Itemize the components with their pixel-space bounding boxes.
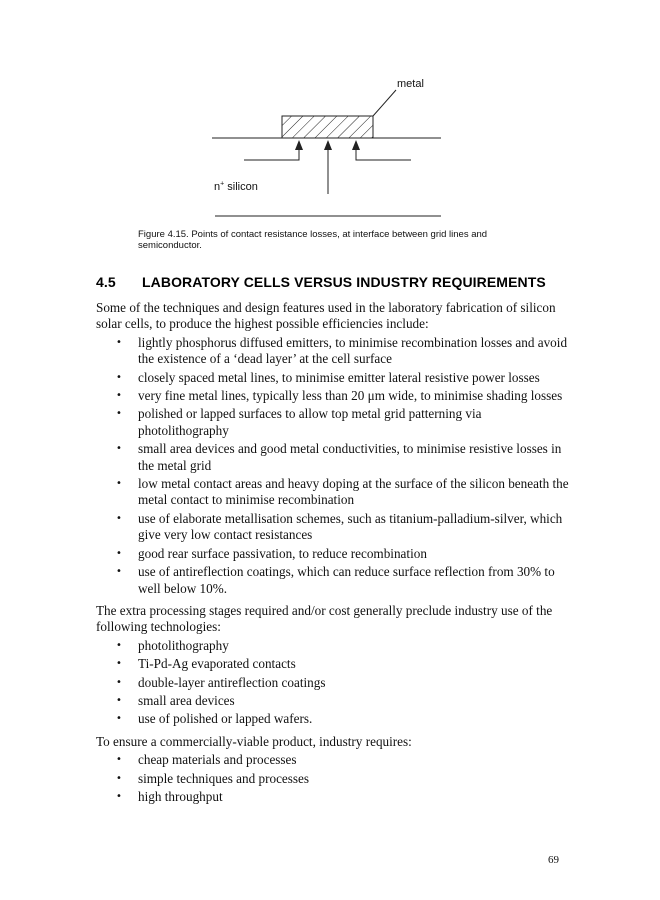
bullet-list-precluded-technologies	[96, 638, 574, 728]
list-item: • use of polished or lapped wafers.	[116, 711, 313, 727]
paragraph: The extra processing stages required and/or cost generally preclude industry use of the following technologies:	[96, 602, 553, 635]
paragraph: Some of the techniques and design features used in the laboratory fabrication of silicon solar cells, to produce the highest possible efficiencies include:	[96, 300, 556, 332]
silicon-label: n+ silicon	[214, 180, 258, 193]
section-heading	[96, 274, 546, 290]
list-item: • cheap materials and processes	[116, 752, 297, 768]
list-item: • closely spaced metal lines, to minimise emitter lateral resistive power losses	[116, 369, 540, 385]
list-item: • high throughput	[116, 788, 223, 804]
figure-contact-resistance	[0, 0, 660, 260]
right-arrowhead	[352, 140, 360, 150]
paragraph: To ensure a commercially-viable product, industry requires:	[96, 733, 412, 749]
metal-leader-line	[373, 90, 396, 116]
list-item: • double-layer antireflection coatings	[116, 674, 326, 690]
list-item: • use of elaborate metallisation schemes, such as titanium-palladium-silver, which give very low contact resistances	[116, 510, 563, 543]
section-number: 4.5	[96, 274, 116, 290]
list-item: • lightly phosphorus diffused emitters, to minimise recombination losses and avoid the existence of a ‘dead layer’ at the cell surface	[116, 334, 568, 367]
bullet-list-lab-techniques	[96, 335, 574, 597]
metal-finger	[282, 116, 373, 138]
list-item: • good rear surface passivation, to reduce recombination	[116, 545, 427, 561]
left-arrowhead	[295, 140, 303, 150]
list-item: • polished or lapped surfaces to allow top metal grid patterning via photolithography	[116, 406, 482, 438]
list-item: • Ti-Pd-Ag evaporated contacts	[116, 656, 296, 672]
contact-diagram	[0, 0, 660, 260]
list-item: • small area devices and good metal conductivities, to minimise resistive losses in the metal grid	[116, 441, 562, 473]
list-item: • use of antireflection coatings, which can reduce surface reflection from 30% to well below 10%.	[116, 564, 555, 596]
list-item: • very fine metal lines, typically less than 20 μm wide, to minimise shading losses	[116, 388, 563, 404]
page-number: 69	[548, 854, 559, 866]
bullet-list-industry-requirements	[96, 752, 574, 805]
section-title: LABORATORY CELLS VERSUS INDUSTRY REQUIREMENTS	[142, 274, 546, 290]
metal-label: metal	[397, 78, 424, 90]
list-item: • small area devices	[116, 692, 235, 708]
center-arrowhead	[324, 140, 332, 150]
list-item: • simple techniques and processes	[116, 770, 310, 786]
right-current-path	[356, 143, 411, 160]
list-item: • low metal contact areas and heavy doping at the surface of the silicon beneath the metal contact to minimise recombination	[116, 476, 569, 508]
body-text	[96, 300, 574, 811]
list-item: • photolithography	[116, 637, 229, 653]
figure-caption: Figure 4.15. Points of contact resistance losses, at interface between grid lines and semiconductor.	[138, 229, 488, 251]
left-current-path	[244, 143, 299, 160]
